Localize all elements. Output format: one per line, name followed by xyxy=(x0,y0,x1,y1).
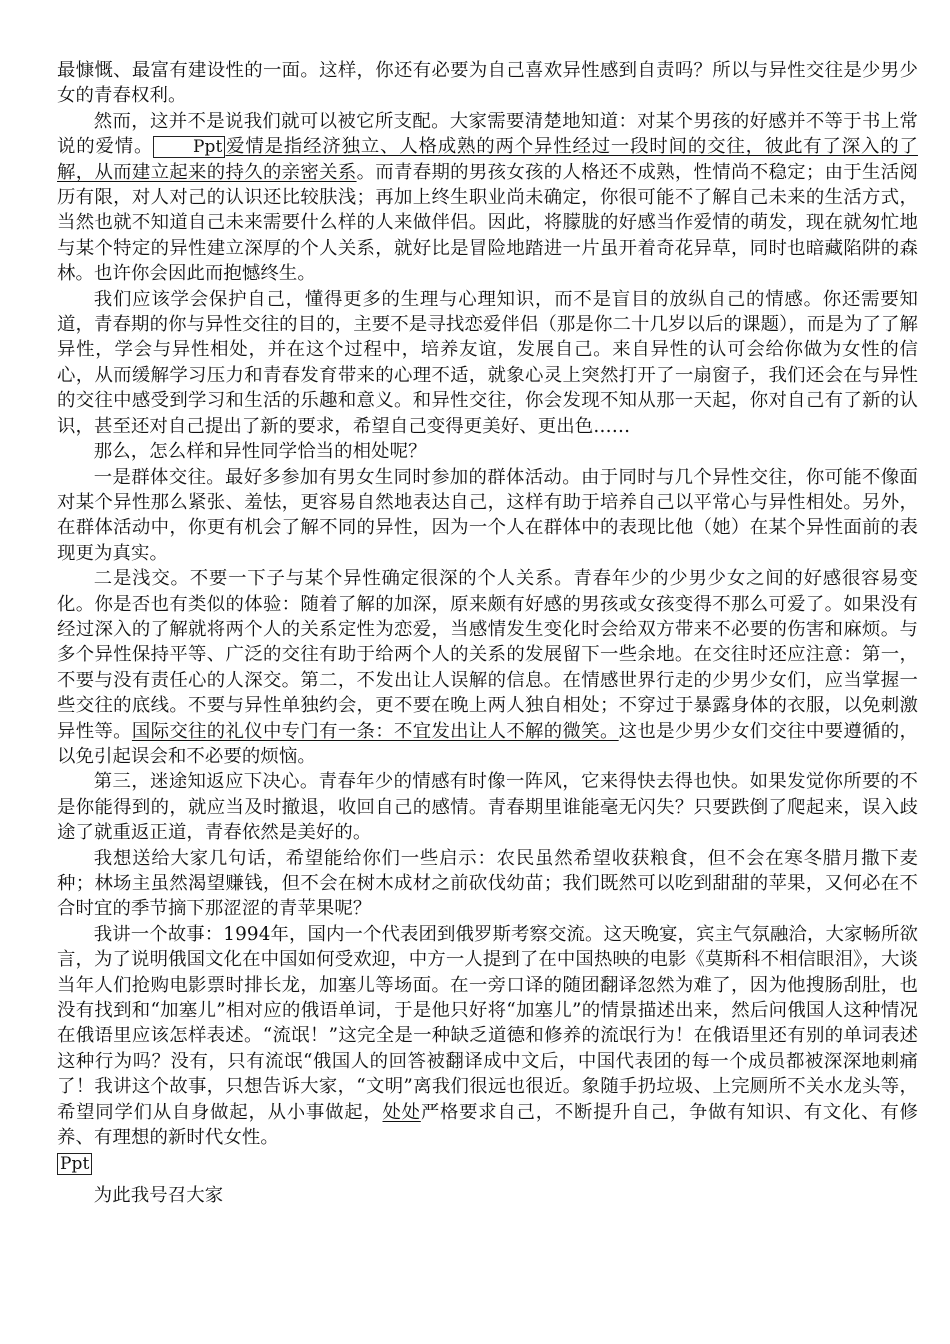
paragraph-advice-words xyxy=(57,846,918,922)
paragraph-text: 最慷慨、最富有建设性的一面。这样，你还有必要为自己喜欢异性感到自责吗？所以与异性交往是少男少女的青春权利。 xyxy=(57,60,918,107)
paragraph-text: 我讲一个故事：1994年，国内一个代表团到俄罗斯考察交流。这天晚宴，宾主气氛融洽，大家畅所欲言，为了说明俄国文化在中国如何受欢迎，中方一人提到了在中国热映的电影《莫斯科不相信眼泪》，大谈当年人们抢购电影票时排长龙，加塞儿等场面。在一旁口译的随团翻译忽然为难了，因为他搜肠刮肚，也没有找到和“加塞儿”相对应的俄语单词，于是他只好将“加塞儿”的情景描述出来，然后问俄国人这种情况在俄语里应该怎样表述。“流氓！”这完全是一种缺乏道德和修养的流氓行为！在俄语里还有别的单词表述这种行为吗？没有，只有流氓“俄国人的回答被翻译成中文后，中国代表团的每一个成员都被深深地刺痛了！我讲这个故事，只想告诉大家，“文明”离我们很远也很近。象随手扔垃圾、上完厕所不关水龙头等，希望同学们从自身做起，从小事做起， xyxy=(57,923,918,1123)
underlined-etiquette-rule: 国际交往的礼仪中专门有一条：不宜发出让人不解的微笑。 xyxy=(131,720,619,742)
underlined-love-definition: 爱情是指经济独立、人格成熟的两个异性经过一段时间的交往，彼此有了深入的了解，从而建立起来的持久的亲密关系 xyxy=(57,136,918,183)
paragraph-text: 严格要求自己，不断提升自己，争做有知识、有文化、有修养、有理想的新时代女性。 xyxy=(57,1101,918,1149)
paragraph-text: 那么，怎么样和异性同学恰当的相处呢？ xyxy=(93,441,427,463)
ppt-standalone-wrapper xyxy=(57,1151,918,1176)
paragraph-text: 一是群体交往。最好多参加有男女生同时参加的群体活动。由于同时与几个异性交往，你可能不像面对某个异性那么紧张、羞怯，更容易自然地表达自己，这样有助于培养自己以平常心与异性相处。另外，在群体活动中，你更有机会了解不同的异性，因为一个人在群体中的表现比他（她）在某个异性面前的表现更为真实。 xyxy=(57,466,918,564)
paragraph-text: 我想送给大家几句话，希望能给你们一些启示：农民虽然希望收获粮食，但不会在寒冬腊月撒下麦种；林场主虽然渴望赚钱，但不会在树木成材之前砍伐幼苗；我们既然可以吃到甜甜的苹果，又何必在不合时宜的季节摘下那涩涩的青苹果呢？ xyxy=(57,847,918,920)
ppt-link-box[interactable]: Ppt xyxy=(153,136,225,158)
paragraph-text: 这也是少男少女们交往中要遵循的，以免引起误会和不必要的烦恼。 xyxy=(57,720,918,767)
underlined-everywhere: 处处 xyxy=(382,1101,421,1123)
paragraph-turn-back xyxy=(57,769,918,845)
paragraph-group-interaction xyxy=(57,465,918,567)
paragraph-text: 。而青春期的男孩女孩的人格还不成熟，性情尚不稳定；由于生活阅历有限，对人对己的认识还比较肤浅；再加上终生职业尚未确定，你很可能不了解自己未来的生活方式，当然也就不知道自己未来需要什么样的人来做伴侣。因此，将朦胧的好感当作爱情的萌发，现在就匆忙地与某个特定的异性建立深厚的个人关系，就好比是冒险地踏进一片虽开着奇花异草，同时也暗藏陷阱的森林。也许你会因此而抱憾终生。 xyxy=(57,161,918,285)
paragraph-closing-call xyxy=(57,1183,918,1208)
paragraph-love-definition xyxy=(57,109,918,287)
paragraph-text: 然而，这并不是说我们就可以被它所支配。大家需要清楚地知道：对某个男孩的好感并不等于书上常说的爱情。 xyxy=(57,110,918,158)
paragraph-text: 第三，迷途知返应下决心。青春年少的情感有时像一阵风，它来得快去得也快。如果发觉你所要的不是你能得到的，就应当及时撤退，收回自己的感情。青春期里谁能毫无闪失？只要跌倒了爬起来，误入歧途了就重返正道，青春依然是美好的。 xyxy=(57,771,918,844)
ppt-link-box[interactable]: Ppt xyxy=(57,1153,92,1175)
paragraph-shallow-interaction xyxy=(57,566,918,769)
paragraph-intro-continuation xyxy=(57,58,918,109)
paragraph-story xyxy=(57,922,918,1151)
paragraph-text: 我们应该学会保护自己，懂得更多的生理与心理知识，而不是盲目的放纵自己的情感。你还需要知道，青春期的你与异性交往的目的，主要不是寻找恋爱伴侣（那是你二十几岁以后的课题），而是为了了解异性，学会与异性相处，并在这个过程中，培养友谊，发展自己。来自异性的认可会给你做为女性的信心，从而缓解学习压力和青春发育带来的心理不适，就象心灵上突然打开了一扇窗子，我们还会在与异性的交往中感受到学习和生活的乐趣和意义。和异性交往，你会发现不知从那一天起，你对自己有了新的认识，甚至还对自己提出了新的要求，希望自己变得更美好、更出色…… xyxy=(57,288,918,437)
paragraph-text: 二是浅交。不要一下子与某个异性确定很深的个人关系。青春年少的少男少女之间的好感很容易变化。你是否也有类似的体验：随着了解的加深，原来颇有好感的男孩或女孩变得不那么可爱了。如果没有经过深入的了解就将两个人的关系定性为恋爱，当感情发生变化时会给双方带来不必要的伤害和麻烦。与多个异性保持平等、广泛的交往有助于给两个人的关系的发展留下一些余地。在交往时还应注意：第一，不要与没有责任心的人深交。第二，不发出让人误解的信息。在情感世界行走的少男少女们，应当掌握一些交往的底线。不要与异性单独约会，更不要在晚上两人独自相处；不穿过于暴露身体的衣服，以免刺激异性等。 xyxy=(57,568,918,742)
paragraph-text: 为此我号召大家 xyxy=(93,1184,224,1206)
paragraph-question xyxy=(57,439,918,464)
paragraph-protect-self xyxy=(57,287,918,439)
